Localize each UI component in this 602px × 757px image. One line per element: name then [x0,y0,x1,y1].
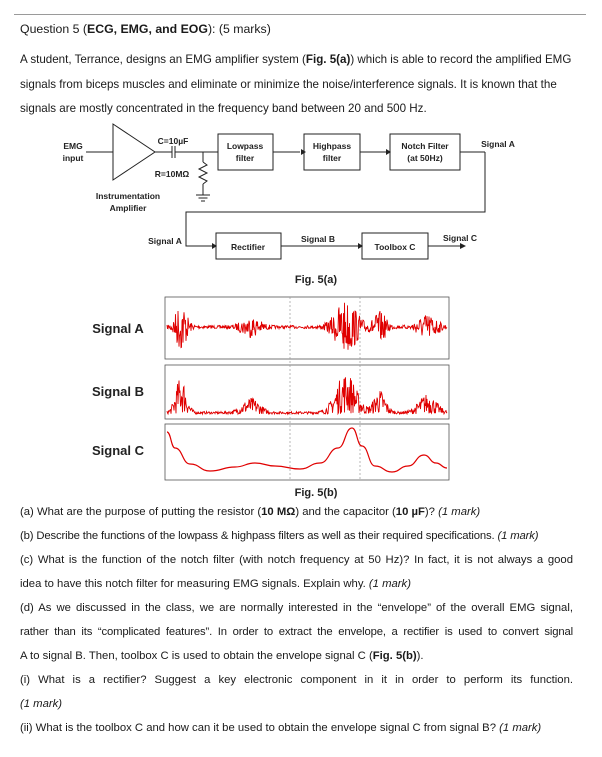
lowpass-label: Lowpass [226,141,264,151]
resistor-label: R=10MΩ [154,169,190,179]
signal-b-label: Signal B [300,234,336,244]
notch-label-2: (at 50Hz) [407,153,443,163]
question-c-line-1: (c) What is the function of the notch filter (with notch frequency at 50 Hz)? In fact, it is not always a good [20,554,573,566]
question-a: (a) What are the purpose of putting the resistor (10 MΩ) and the capacitor (10 µF)? (1 mark) [20,506,481,518]
question-ii: (ii) What is the toolbox C and how can it be used to obtain the envelope signal C from signal B? (1 mark) [20,722,542,734]
signal-c-panel [165,424,449,480]
question-i: (i) What is a rectifier? Suggest a key electronic component in it in order to perform its function. [20,674,573,686]
fig-5a-caption: Fig. 5(a) [294,274,338,286]
rectifier-label: Rectifier [230,242,266,252]
signal-b-title: Signal B [91,384,145,399]
notch-label: Notch Filter [401,141,449,151]
question-title: Question 5 (ECG, EMG, and EOG): (5 marks) [20,22,271,36]
signal-a-title: Signal A [92,321,144,336]
lowpass-label-2: filter [235,153,255,163]
question-c-line-2: idea to have this notch filter for measuring EMG signals. Explain why. (1 mark) [20,578,411,590]
signal-c-waveform [167,428,447,472]
signal-a-input-label: Signal A [148,236,182,246]
capacitor-label: C=10µF [157,136,189,146]
question-d-line-1: (d) As we discussed in the class, we are normally interested in the “envelope” of the overall EMG signal, [20,602,573,614]
signal-b-waveform [167,377,447,414]
amplifier-label-2: Amplifier [109,203,147,213]
question-i-mark: (1 mark) [20,698,63,710]
question-intro: A student, Terrance, designs an EMG amplifier system (Fig. 5(a)) which is able to record the amplified EMG signals from biceps muscles and eliminate or minimize the noise/interference signals. It is known that the signals are mostly concentrated in the frequency band between 20 and 500 Hz. [20,53,572,115]
emg-input-label: EMG [63,141,83,151]
signal-c-label: Signal C [442,233,478,243]
question-d-line-2: rather than its “complicated features”. In order to extract the envelope, a rectifier is used to convert signal [20,626,573,638]
signal-c-title: Signal C [91,443,145,458]
fig-5b-caption: Fig. 5(b) [294,487,338,499]
toolbox-label: Toolbox C [374,242,416,252]
question-b: (b) Describe the functions of the lowpass & highpass filters as well as their required specifications. (1 mark) [20,530,539,542]
highpass-label-2: filter [322,153,342,163]
question-d-line-3: A to signal B. Then, toolbox C is used to obtain the envelope signal C (Fig. 5(b)). [20,650,424,662]
signal-a-output-label: Signal A [481,139,515,149]
highpass-label: Highpass [312,141,352,151]
amplifier-label: Instrumentation [95,191,161,201]
emg-input-label-2: input [62,153,84,163]
signal-a-waveform [167,303,447,350]
